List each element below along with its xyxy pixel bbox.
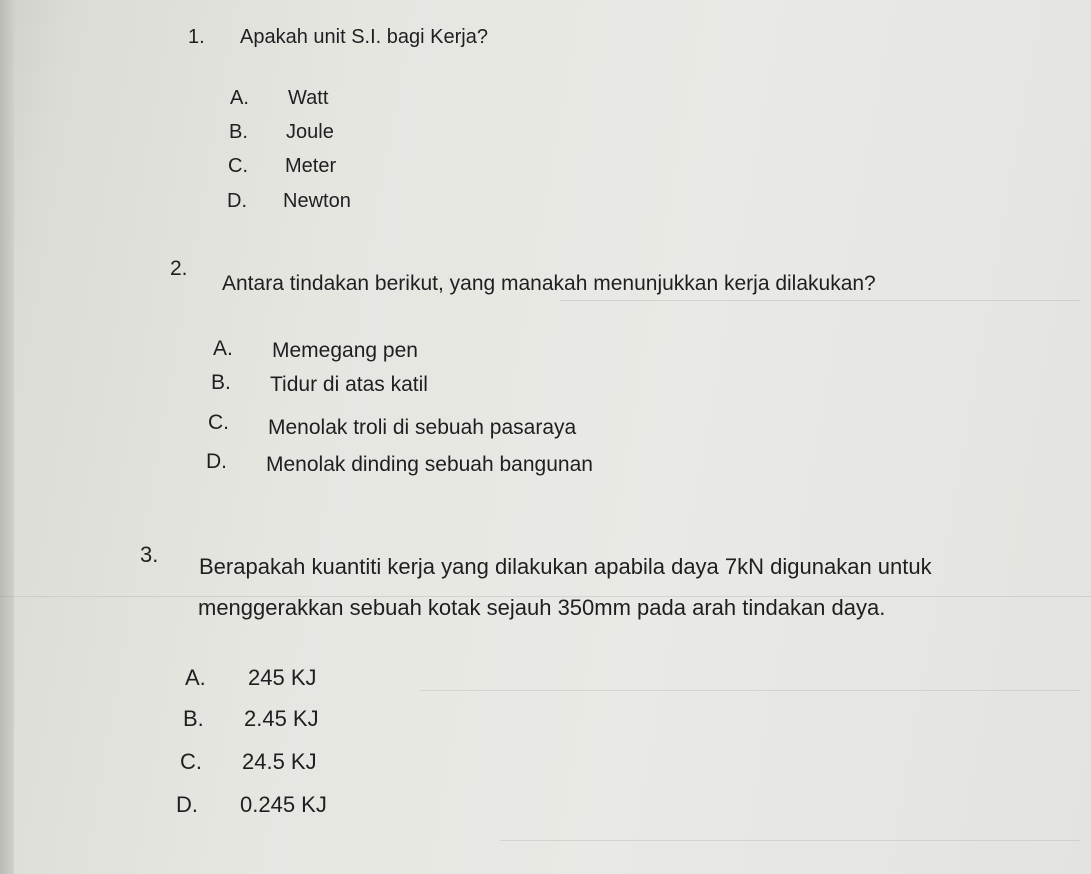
option-text: 0.245 KJ: [240, 792, 327, 817]
option-letter: D.: [227, 190, 247, 212]
option-text: Menolak troli di sebuah pasaraya: [268, 416, 577, 439]
show-through-line: [420, 690, 1080, 691]
option-letter: C.: [208, 411, 229, 434]
show-through-line: [500, 840, 1080, 841]
option-text: Meter: [285, 155, 337, 177]
option-text: Newton: [283, 190, 351, 212]
option-text: Memegang pen: [272, 339, 418, 362]
question-number: 2.: [170, 257, 188, 280]
option-letter: C.: [228, 155, 248, 177]
option-text: Joule: [286, 121, 334, 143]
paper-edge-shadow: [0, 0, 14, 874]
question-text: Apakah unit S.I. bagi Kerja?: [240, 26, 488, 48]
question-number: 3.: [140, 542, 159, 567]
option-text: 245 KJ: [248, 665, 317, 690]
option-letter: D.: [206, 450, 227, 473]
option-text: 24.5 KJ: [242, 749, 317, 774]
option-letter: B.: [229, 121, 248, 143]
option-text: Tidur di atas katil: [270, 373, 428, 396]
option-text: 2.45 KJ: [244, 706, 319, 731]
option-letter: A.: [213, 337, 233, 360]
option-text: Menolak dinding sebuah bangunan: [266, 453, 593, 476]
question-text-line-1: Berapakah kuantiti kerja yang dilakukan apabila daya 7kN digunakan untuk: [199, 554, 932, 579]
question-number: 1.: [188, 26, 205, 48]
question-text: Antara tindakan berikut, yang manakah menunjukkan kerja dilakukan?: [222, 272, 876, 295]
option-text: Watt: [288, 87, 329, 109]
show-through-line: [560, 300, 1080, 301]
question-text-line-2: menggerakkan sebuah kotak sejauh 350mm pada arah tindakan daya.: [198, 595, 886, 620]
option-letter: B.: [211, 371, 231, 394]
option-letter: A.: [185, 665, 206, 690]
option-letter: B.: [183, 706, 204, 731]
option-letter: A.: [230, 87, 249, 109]
option-letter: C.: [180, 749, 202, 774]
option-letter: D.: [176, 792, 198, 817]
